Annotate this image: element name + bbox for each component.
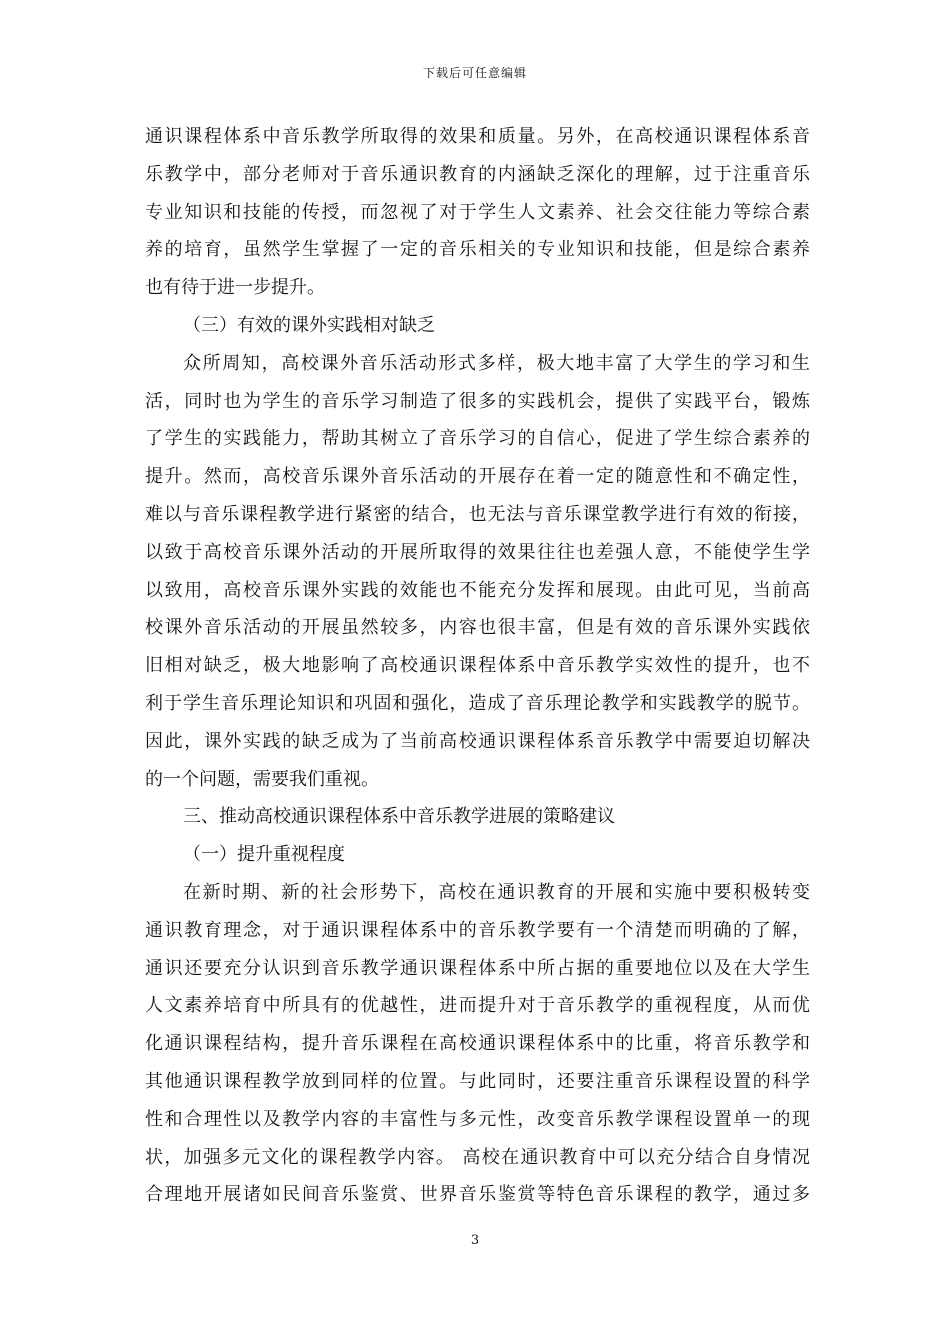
text-line: 难以与音乐课程教学进行紧密的结合，也无法与音乐课堂教学进行有效的衔接， <box>145 503 810 525</box>
text-line: 也有待于进一步提升。 <box>145 277 325 299</box>
text-line: 其他通识课程教学放到同样的位置。与此同时，还要注重音乐课程设置的科学 <box>145 1070 810 1092</box>
text-line: 三、推动高校通识课程体系中音乐教学进展的策略建议 <box>183 806 615 828</box>
text-line: 合理地开展诸如民间音乐鉴赏、世界音乐鉴赏等特色音乐课程的教学，通过多 <box>145 1184 810 1206</box>
text-line: 活，同时也为学生的音乐学习制造了很多的实践机会，提供了实践平台，锻炼 <box>145 390 810 412</box>
text-line: 校课外音乐活动的开展虽然较多，内容也很丰富，但是有效的音乐课外实践依 <box>145 617 810 639</box>
page-number: 3 <box>470 1233 480 1248</box>
text-line: 了学生的实践能力，帮助其树立了音乐学习的自信心，促进了学生综合素养的 <box>145 428 810 450</box>
text-line: （一）提升重视程度 <box>183 844 345 866</box>
text-line: 通识课程体系中音乐教学所取得的效果和质量。另外，在高校通识课程体系音 <box>145 126 810 147</box>
text-line: 通识还要充分认识到音乐教学通识课程体系中所占据的重要地位以及在大学生 <box>145 957 810 979</box>
text-line: 以致用，高校音乐课外实践的效能也不能充分发挥和展现。由此可见，当前高 <box>145 579 810 601</box>
text-line: 众所周知，高校课外音乐活动形式多样，极大地丰富了大学生的学习和生 <box>183 352 810 374</box>
text-line: 化通识课程结构，提升音乐课程在高校通识课程体系中的比重，将音乐教学和 <box>145 1033 810 1055</box>
text-line: 专业知识和技能的传授，而忽视了对于学生人文素养、社会交往能力等综合素 <box>145 201 810 223</box>
text-line: 因此，课外实践的缺乏成为了当前高校通识课程体系音乐教学中需要迫切解决 <box>145 730 810 752</box>
text-line: 性和合理性以及教学内容的丰富性与多元性，改变音乐教学课程设置单一的现 <box>145 1108 810 1130</box>
text-line: 乐教学中，部分老师对于音乐通识教育的内涵缺乏深化的理解，过于注重音乐 <box>145 163 810 185</box>
text-line: 在新时期、新的社会形势下，高校在通识教育的开展和实施中要积极转变 <box>183 881 810 903</box>
page-header: 下载后可任意编辑 <box>422 66 527 80</box>
text-line: 通识教育理念，对于通识课程体系中的音乐教学要有一个清楚而明确的了解， <box>145 919 810 941</box>
text-line: 养的培育，虽然学生掌握了一定的音乐相关的专业知识和技能，但是综合素养 <box>145 239 810 261</box>
text-line: 以致于高校音乐课外活动的开展所取得的效果往往也差强人意，不能使学生学 <box>145 541 810 563</box>
text-line: 状，加强多元文化的课程教学内容。 高校在通识教育中可以充分结合自身情况 <box>145 1146 810 1168</box>
text-line: 旧相对缺乏，极大地影响了高校通识课程体系中音乐教学实效性的提升，也不 <box>145 655 810 677</box>
text-line: 利于学生音乐理论知识和巩固和强化，造成了音乐理论教学和实践教学的脱节。 <box>145 692 810 714</box>
text-line: 人文素养培育中所具有的优越性，进而提升对于音乐教学的重视程度，从而优 <box>145 995 810 1017</box>
text-line: 提升。然而，高校音乐课外音乐活动的开展存在着一定的随意性和不确定性， <box>145 466 810 488</box>
text-line: 的一个问题，需要我们重视。 <box>145 768 379 790</box>
text-line: （三）有效的课外实践相对缺乏 <box>183 314 435 336</box>
document-body <box>145 118 810 1214</box>
